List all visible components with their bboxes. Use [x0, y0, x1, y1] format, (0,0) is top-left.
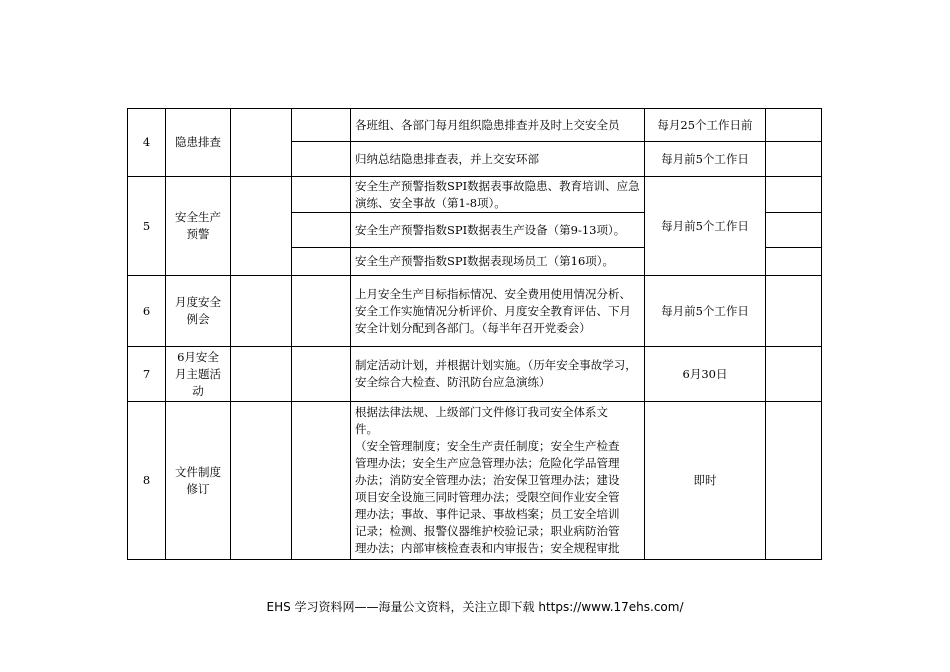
- empty-cell: [766, 142, 822, 177]
- content-line: （安全管理制度；安全生产责任制度；安全生产检查: [355, 439, 620, 453]
- table-row: [128, 347, 822, 402]
- item-name: [166, 402, 231, 560]
- empty-cell: [766, 402, 822, 560]
- item-name-line: 修订: [186, 481, 210, 496]
- empty-cell: [292, 213, 351, 248]
- empty-cell: [766, 109, 822, 142]
- row-number: 6: [128, 276, 166, 347]
- empty-cell: [292, 248, 351, 276]
- row-number: 4: [128, 109, 166, 177]
- empty-cell: [766, 276, 822, 347]
- content-line: 记录；检测、报警仪器维护校验记录；职业病防治管: [355, 524, 620, 538]
- item-name-line: 例会: [186, 312, 210, 326]
- table-row: [128, 109, 822, 142]
- content-line: 项目安全设施三同时管理办法；受限空间作业安全管: [355, 490, 620, 504]
- empty-cell: [766, 347, 822, 402]
- item-name-line: 预警: [186, 227, 210, 241]
- empty-cell: [766, 213, 822, 248]
- empty-cell: [292, 276, 351, 347]
- row-number: 7: [128, 347, 166, 402]
- task-content: 归纳总结隐患排查表，并上交安环部: [351, 142, 645, 177]
- task-content: 制定活动计划，并根据计划实施。（历年安全事故学习，安全综合大检查、防汛防台应急演练）: [351, 347, 645, 402]
- content-line: 件。: [355, 422, 378, 436]
- item-name: [166, 177, 231, 276]
- row-number: 8: [128, 402, 166, 560]
- task-content: 各班组、各部门每月组织隐患排查并及时上交安全员: [351, 109, 645, 142]
- item-name: [166, 276, 231, 347]
- empty-cell: [292, 142, 351, 177]
- table-row: [128, 177, 822, 213]
- task-deadline: 每月前5个工作日: [645, 142, 766, 177]
- item-name: 隐患排查: [166, 109, 231, 177]
- empty-cell: [231, 347, 292, 402]
- task-deadline: 即时: [645, 402, 766, 560]
- task-deadline: 每月前5个工作日: [645, 276, 766, 347]
- empty-cell: [766, 248, 822, 276]
- item-name-line: 动: [192, 383, 204, 398]
- item-name-line: 6月安全: [177, 349, 219, 364]
- empty-cell: [231, 109, 292, 177]
- content-line: 根据法律法规、上级部门文件修订我司安全体系文: [355, 405, 608, 419]
- task-content: 安全生产预警指数SPI数据表现场员工（第16项）。: [351, 248, 645, 276]
- task-deadline: 每月前5个工作日: [645, 177, 766, 276]
- item-name-line: 月主题活: [175, 366, 221, 381]
- empty-cell: [766, 177, 822, 213]
- table-row: [128, 276, 822, 347]
- content-line: 办法；消防安全管理办法；治安保卫管理办法；建设: [355, 473, 620, 487]
- content-line: 理办法；内部审核检查表和内审报告；安全规程审批: [355, 541, 620, 555]
- empty-cell: [231, 402, 292, 560]
- footer-text: EHS 学习资料网——海量公文资料，关注立即下载 https://www.17ehs.com/: [266, 600, 684, 614]
- task-content: 安全生产预警指数SPI数据表生产设备（第9-13项）。: [351, 213, 645, 248]
- empty-cell: [292, 109, 351, 142]
- empty-cell: [231, 177, 292, 276]
- empty-cell: [292, 402, 351, 560]
- task-content: [351, 402, 645, 560]
- row-number: 5: [128, 177, 166, 276]
- task-deadline: 6月30日: [645, 347, 766, 402]
- task-content: 安全生产预警指数SPI数据表事故隐患、教育培训、应急演练、安全事故（第1-8项）。: [351, 177, 645, 213]
- content-line: 管理办法；安全生产应急管理办法；危险化学品管理: [355, 456, 620, 470]
- item-name-line: 安全生产: [175, 210, 221, 224]
- item-name-line: 月度安全: [175, 295, 221, 309]
- safety-plan-table: [127, 108, 822, 560]
- task-content: 上月安全生产目标指标情况、安全费用使用情况分析、安全工作实施情况分析评价、月度安全教育评估、下月安全计划分配到各部门。（每半年召开党委会）: [351, 276, 645, 347]
- empty-cell: [292, 347, 351, 402]
- empty-cell: [292, 177, 351, 213]
- empty-cell: [231, 276, 292, 347]
- task-deadline: 每月25个工作日前: [645, 109, 766, 142]
- table-row: [128, 402, 822, 560]
- content-line: 理办法；事故、事件记录、事故档案；员工安全培训: [355, 507, 620, 521]
- item-name: [166, 347, 231, 402]
- item-name-line: 文件制度: [175, 464, 221, 479]
